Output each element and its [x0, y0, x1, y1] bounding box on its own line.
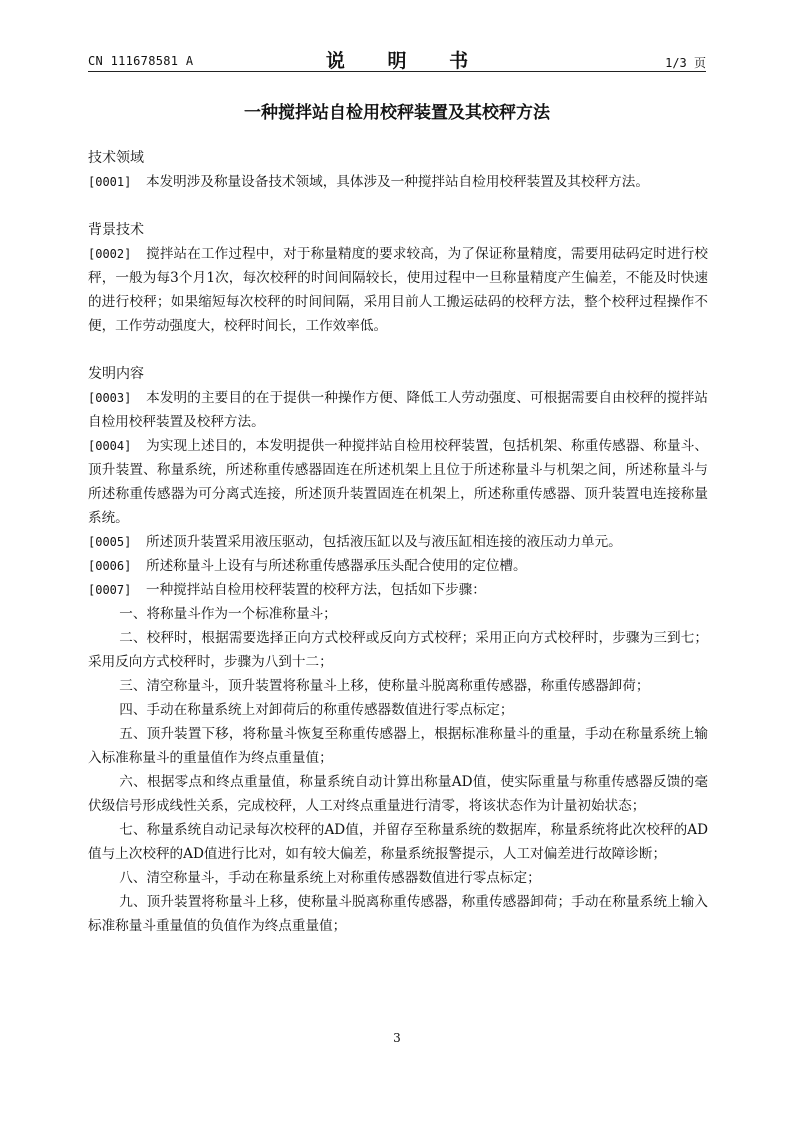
paragraph-text: 搅拌站在工作过程中，对于称量精度的要求较高，为了保证称量精度，需要用砝码定时进行校秤，一般为每3个月1次，每次校秤的时间间隔较长，使用过程中一旦称量精度产生偏差，不能及时快速的进行校秤；如果缩短每次校秤的时间间隔，采用目前人工搬运砝码的校秤方法，整个校秤过程操作不便，工作劳动强度大，校秤时间长，工作效率低。 — [88, 246, 708, 334]
paragraph-number: [0007] — [88, 583, 132, 597]
paragraph-text: 一种搅拌站自检用校秤装置的校秤方法，包括如下步骤： — [146, 582, 486, 598]
header-rule — [88, 71, 706, 72]
paragraph-0006 — [88, 554, 708, 578]
paragraph-text: 所述顶升装置采用液压驱动，包括液压缸以及与液压缸相连接的液压动力单元。 — [146, 534, 622, 550]
paragraph-0003 — [88, 386, 708, 434]
paragraph-text: 本发明的主要目的在于提供一种操作方便、降低工人劳动强度、可根据需要自由校秤的搅拌站自检用校秤装置及校秤方法。 — [88, 390, 708, 430]
header-section-title: 说 明 书 — [325, 50, 487, 72]
paragraph-0005 — [88, 530, 708, 554]
paragraph-number: [0006] — [88, 559, 132, 573]
paragraph-0002 — [88, 242, 708, 338]
section-heading-background: 背景技术 — [88, 222, 144, 238]
section-heading-technical-field: 技术领域 — [88, 150, 144, 166]
paragraph-number: [0005] — [88, 535, 132, 549]
method-step: 二、校秤时，根据需要选择正向方式校秤或反向方式校秤；采用正向方式校秤时，步骤为三到七；采用反向方式校秤时，步骤为八到十二； — [88, 630, 708, 670]
method-step: 三、清空称量斗，顶升装置将称量斗上移，使称量斗脱离称重传感器，称重传感器卸荷； — [119, 678, 650, 694]
document-number: CN 111678581 A — [88, 54, 194, 68]
paragraph-number: [0004] — [88, 439, 132, 453]
paragraph-number: [0003] — [88, 391, 132, 405]
method-step: 八、清空称量斗，手动在称量系统上对称重传感器数值进行零点标定； — [119, 870, 541, 886]
method-step: 六、根据零点和终点重量值，称量系统自动计算出称量AD值，使实际重量与称重传感器反馈的毫伏级信号形成线性关系，完成校秤，人工对终点重量进行清零，将该状态作为计量初始状态； — [88, 774, 708, 814]
paragraph-number: [0002] — [88, 247, 132, 261]
document-body — [88, 146, 708, 938]
method-step: 四、手动在称量系统上对卸荷后的称重传感器数值进行零点标定； — [119, 702, 514, 718]
document-title: 一种搅拌站自检用校秤装置及其校秤方法 — [244, 103, 550, 123]
method-step: 一、将称量斗作为一个标准称量斗； — [119, 606, 337, 622]
paragraph-text: 所述称量斗上设有与所述称重传感器承压头配合使用的定位槽。 — [146, 558, 527, 574]
method-step: 七、称量系统自动记录每次校秤的AD值，并留存至称量系统的数据库，称量系统将此次校秤的AD值与上次校秤的AD值进行比对，如有较大偏差，称量系统报警提示，人工对偏差进行故障诊断； — [88, 822, 708, 862]
paragraph-0004 — [88, 434, 708, 530]
paragraph-0007 — [88, 578, 708, 602]
paragraph-text: 为实现上述目的，本发明提供一种搅拌站自检用校秤装置，包括机架、称重传感器、称量斗、顶升装置、称量系统，所述称重传感器固连在所述机架上且位于所述称量斗与机架之间，所述称量斗与所述称重传感器为可分离式连接，所述顶升装置固连在机架上，所述称重传感器、顶升装置电连接称量系统。 — [88, 438, 708, 526]
method-step: 五、顶升装置下移，将称量斗恢复至称重传感器上，根据标准称量斗的重量，手动在称量系统上输入标准称量斗的重量值作为终点重量值； — [88, 726, 708, 766]
paragraph-0001 — [88, 170, 708, 194]
paragraph-number: [0001] — [88, 175, 132, 189]
header-page-indicator: 1/3 页 — [665, 56, 706, 70]
page-header — [88, 42, 706, 72]
method-step: 九、顶升装置将称量斗上移，使称量斗脱离称重传感器，称重传感器卸荷；手动在称量系统上输入标准称量斗重量值的负值作为终点重量值； — [88, 894, 708, 934]
page-number: 3 — [393, 1031, 401, 1045]
section-heading-summary: 发明内容 — [88, 366, 144, 382]
paragraph-text: 本发明涉及称量设备技术领域，具体涉及一种搅拌站自检用校秤装置及其校秤方法。 — [146, 174, 649, 190]
